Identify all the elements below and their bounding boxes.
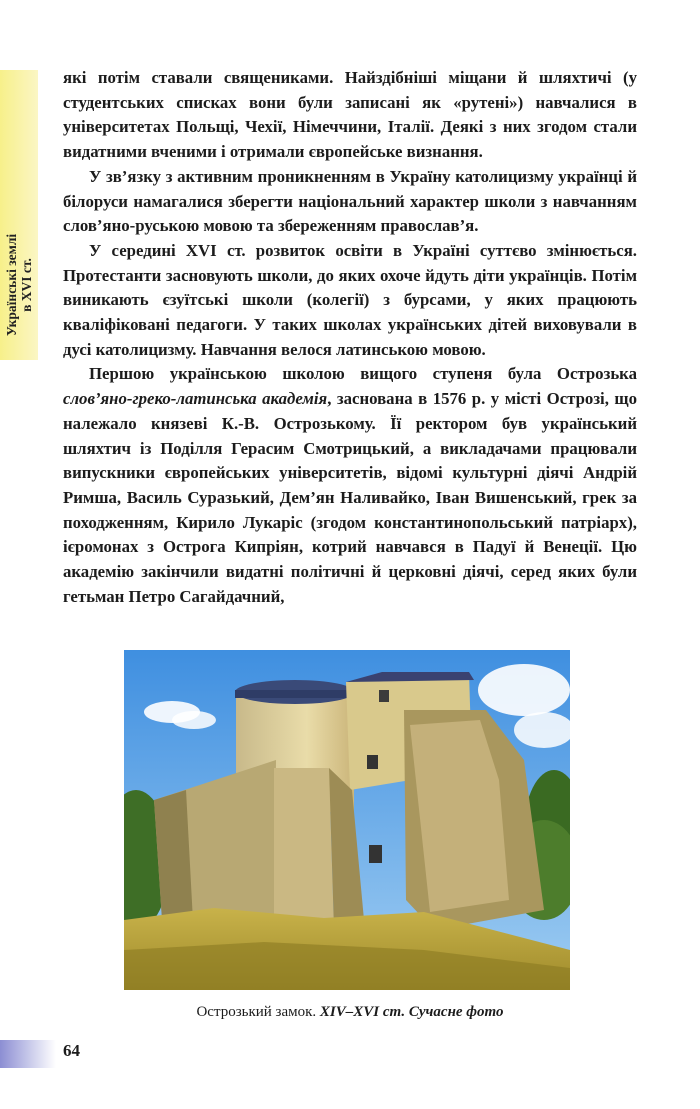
caption-date: XIV–XVI ст. Сучасне фото [319,1004,504,1020]
ostroh-castle-photo [124,650,570,990]
side-tab-line-2: в XVI ст. [19,258,34,312]
main-text [63,66,637,609]
footer-accent-bar [0,1040,56,1068]
paragraph-4 [63,362,637,609]
chapter-side-tab-label [4,234,34,336]
paragraph-4-end: , заснована в 1576 р. у місті Острозі, що належало князеві К.-В. Острозькому. Її ректором був український шляхтич із Поділля Герасим Смотрицький, а викладачами працювали випускники європейських університетів, відомі культурні діячі Андрій Римша, Василь Суразький, Дем’ян Наливайко, Іван Вишенський, грек за походженням, Кирило Лукаріс (згодом константинопольський патріарх), ієромонах з Острога Кипріян, котрий навчався в Падуї й Венеції. Цю академію закінчили видатні політичні й церковні діячі, серед яких були гетьман Петро Сагайдачний, [63,389,637,606]
page-number: 64 [63,1041,80,1060]
chapter-side-tab [0,70,38,360]
paragraph-2: У зв’язку з активним проникненням в Україну католицизму українці й білоруси намагалися зберегти національний характер школи з навчанням слов’яно-руською мовою та збереженням православ’я. [63,166,637,236]
paragraph-3: У середині XVI ст. розвиток освіти в Україні суттєво змінюється. Протестанти засновують школи, до яких охоче йдуть діти українців. Потім виникають єзуїтські школи (колегії) з бурсами, у яких працюють кваліфіковані педагоги. У таких школах українських дітей виховували в дусі католицизму. Навчання велося латинською мовою. [63,240,637,359]
paragraph-4-start: Першою українською школою вищого ступеня була Острозька [89,364,637,384]
academy-term: слов’яно-греко-латинська академія [63,389,328,409]
caption-text: Острозький замок. [196,1004,320,1020]
side-tab-line-1: Українські землі [4,233,19,337]
photo-caption [0,1004,700,1021]
paragraph-1: які потім ставали священиками. Найздібніші міщани й шляхтичі (у студентських списках вони були записані як «рутені») навчалися в університетах Польщі, Чехії, Німеччини, Італії. Деякі з них згодом стали видатними вченими і отримали європейське визнання. [63,68,637,162]
